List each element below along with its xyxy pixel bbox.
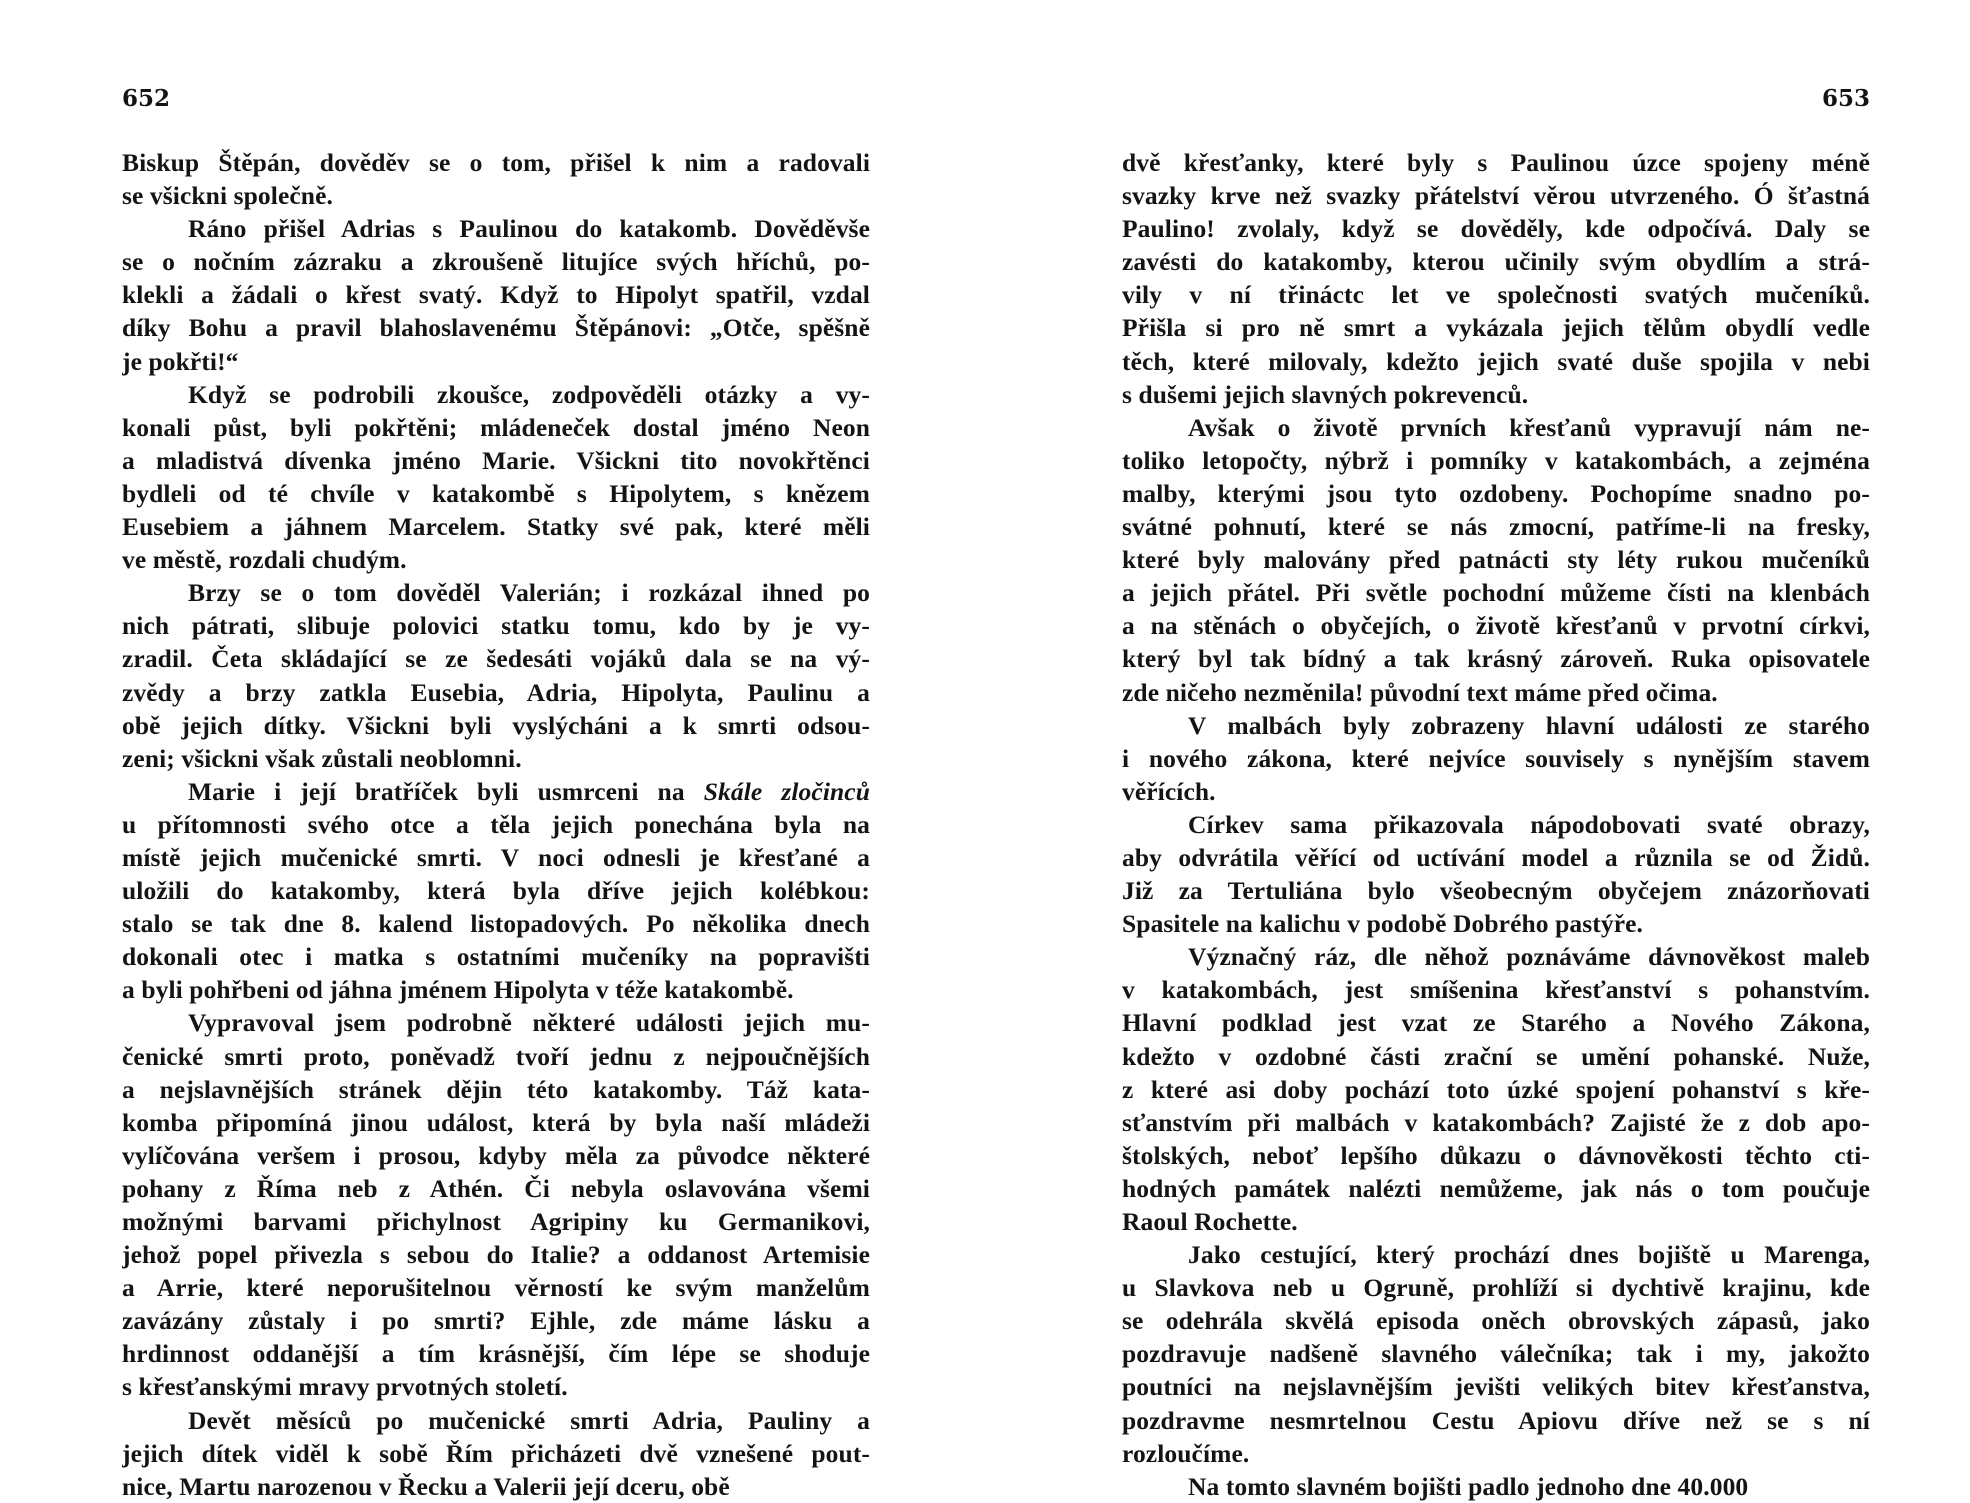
text-line: který byl tak bídný a tak krásný zároveň. Ruka opisovatele xyxy=(1122,644,1870,674)
text-line: zde ničeho nezměnila! původní text máme před očima. xyxy=(1122,677,1718,707)
text-line: klekli a žádali o křest svatý. Když to Hipolyt spatřil, vzdal xyxy=(122,280,870,310)
text-line: jejich dítek viděl k sobě Řím přicházeti dvě vznešené pout- xyxy=(122,1438,870,1468)
text-line: věřících. xyxy=(1122,776,1216,806)
text-line: svazky krve než svazky přátelství věrou utvrzeného. Ó šťastná xyxy=(1122,181,1870,211)
text-line: V malbách byly zobrazeny hlavní události ze starého xyxy=(1188,710,1870,740)
text-line: vily v ní třináctc let ve společnosti svatých mučeníků. xyxy=(1122,280,1870,310)
text-line: Již za Tertuliána bylo všeobecným obyčejem znázorňovati xyxy=(1122,876,1870,906)
text-line: a Arrie, které neporušitelnou věrností ke svým manželům xyxy=(122,1273,870,1303)
text-line: uložili do katakomby, která byla dříve jejich kolébkou: xyxy=(122,876,870,906)
text-line: Církev sama přikazovala nápodobovati svaté obrazy, xyxy=(1188,809,1870,839)
text-line: čenické smrti proto, poněvadž tvoří jednu z nejpoučnějších xyxy=(122,1041,870,1071)
page-number: 653 xyxy=(1821,85,1870,112)
text-line: zradil. Četa skládající se ze šedesáti vojáků dala se na vý- xyxy=(122,644,870,674)
text-line: Raoul Rochette. xyxy=(1122,1207,1298,1236)
text-line: Spasitele na kalichu v podobě Dobrého pastýře. xyxy=(1122,909,1644,939)
text-line: v katakombách, jest smíšenina křesťanství s pohanstvím. xyxy=(1122,975,1870,1005)
text-line: Význačný ráz, dle něhož poznáváme dávnověkost maleb xyxy=(1188,942,1870,972)
text-line: dvě křesťanky, které byly s Paulinou úzce spojeny méně xyxy=(1122,148,1870,177)
text-line: z které asi doby pochází toto úzké spojení pohanství s kře- xyxy=(1122,1074,1870,1104)
text-line: a byli pohřbeni od jáhna jménem Hipolyta v téže katakombě. xyxy=(122,975,794,1005)
text-line: u Slavkova neb u Ogruně, prohlíží si dychtivě krajinu, kde xyxy=(1122,1273,1870,1303)
text-line: nice, Martu narozenou v Řecku a Valerii její dceru, obě xyxy=(122,1471,730,1501)
text-line: dokonali otec i matka s ostatními mučeníky na popravišti xyxy=(122,942,870,972)
text-line: možnými barvami přichylnost Agripiny ku Germanikovi, xyxy=(122,1207,870,1236)
page-text xyxy=(122,146,870,1503)
text-line: s dušemi jejich slavných pokrevenců. xyxy=(1122,379,1529,409)
text-line: s křesťanskými mravy prvotných století. xyxy=(122,1372,568,1402)
text-line: u přítomnosti svého otce a těla jejich ponechána byla na xyxy=(122,809,870,839)
text-line: rozloučíme. xyxy=(1122,1438,1250,1468)
text-line: se všickni společně. xyxy=(122,181,333,211)
page-text xyxy=(1122,146,1870,1503)
text-line: pozdravme nesmrtelnou Cestu Apiovu dříve než se s ní xyxy=(1122,1405,1870,1435)
text-line: Devět měsíců po mučenické smrti Adria, Pauliny a xyxy=(188,1405,870,1435)
text-line: aby odvrátila věřící od uctívání model a různila se od Židů. xyxy=(1122,842,1870,872)
text-line: a mladistvá dívenka jméno Marie. Všickni tito novokřtěnci xyxy=(122,445,870,475)
text-line: místě jejich mučenické smrti. V noci odnesli je křesťané a xyxy=(122,842,870,872)
text-line: díky Bohu a pravil blahoslavenému Štěpánovi: „Otče, spěšně xyxy=(122,313,870,343)
text-line: poutníci na nejslavnějším jevišti velikých bitev křesťanstva, xyxy=(1122,1372,1870,1402)
text-line: hodných památek nalézti nemůžeme, jak nás o tom poučuje xyxy=(1122,1173,1870,1203)
text-line: Marie i její bratříček byli usmrceni na Skále zločinců xyxy=(188,776,870,806)
text-line: a na stěnách o obyčejích, o životě křesťanů v prvotní církvi, xyxy=(1122,611,1870,641)
text-line: jehož popel přivezla s sebou do Italie? a oddanost Artemisie xyxy=(122,1240,870,1270)
text-line: vylíčována veršem i prosou, kdyby měla za původce některé xyxy=(122,1140,870,1170)
text-line: Když se podrobili zkoušce, zodpověděli otázky a vy- xyxy=(188,379,870,409)
text-line: a jejich přátel. Při světle pochodní můžeme čísti na klenbách xyxy=(1122,578,1870,608)
text-line: ve městě, rozdali chudým. xyxy=(122,545,407,575)
text-line: svátné pohnutí, které se nás zmocní, patříme-li na fresky, xyxy=(1122,512,1870,542)
text-line: i nového zákona, které nejvíce souvisely s nynějším stavem xyxy=(1122,743,1870,773)
text-line: malby, kterými jsou tyto ozdobeny. Pochopíme snadno po- xyxy=(1122,478,1870,508)
text-line: toliko letopočty, nýbrž i pomníky v katakombách, a zejména xyxy=(1122,445,1870,475)
text-line: Eusebiem a jáhnem Marcelem. Statky své pak, které měli xyxy=(122,512,870,542)
text-line: Hlavní podklad jest vzat ze Starého a Nového Zákona, xyxy=(1122,1008,1870,1038)
text-line: obě jejich dítky. Všickni byli vyslýcháni a k smrti odsou- xyxy=(122,710,870,740)
text-line: Vypravoval jsem podrobně některé události jejich mu- xyxy=(188,1008,870,1038)
text-line: štolských, neboť lepšího důkazu o dávnověkosti těchto cti- xyxy=(1122,1140,1870,1170)
text-line: Avšak o životě prvních křesťanů vypravují nám ne- xyxy=(1188,412,1870,442)
text-line: se odehrála skvělá episoda oněch obrovských zápasů, jako xyxy=(1122,1306,1870,1336)
text-line: Ráno přišel Adrias s Paulinou do katakomb. Dověděvše xyxy=(188,214,870,244)
text-line: těch, které milovaly, kdežto jejich svaté duše spojila v nebi xyxy=(1122,346,1870,376)
italic-phrase: Skále zločinců xyxy=(703,776,870,806)
text-line: a nejslavnějších stránek dějin této katakomby. Táž kata- xyxy=(122,1074,870,1104)
text-line: Přišla si pro ně smrt a vykázala jejich tělům obydlí vedle xyxy=(1122,313,1870,343)
text-line: Biskup Štěpán, dověděv se o tom, přišel k nim a radovali xyxy=(122,148,870,177)
text-line: Na tomto slavném bojišti padlo jednoho dne 40.000 xyxy=(1188,1471,1749,1501)
text-line: hrdinnost oddanější a tím krásnější, čím lépe se shoduje xyxy=(122,1339,870,1369)
text-line: Brzy se o tom dověděl Valerián; i rozkázal ihned po xyxy=(188,578,870,608)
text-line: které byly malovány před patnácti sty léty rukou mučeníků xyxy=(1122,545,1870,575)
page-number: 652 xyxy=(122,85,171,112)
text-line: stalo se tak dne 8. kalend listopadových. Po několika dnech xyxy=(122,909,870,939)
text-line: komba připomíná jinou událost, která by byla naší mládeži xyxy=(122,1107,870,1137)
text-line: sťanstvím při malbách v katakombách? Zajisté že z dob apo- xyxy=(1122,1107,1870,1137)
text-line: Jako cestující, který prochází dnes bojiště u Marenga, xyxy=(1188,1240,1870,1270)
text-line: nich pátrati, slibuje polovici statku tomu, kdo by je vy- xyxy=(122,611,870,641)
text-line: Paulino! zvolaly, když se dověděly, kde odpočívá. Daly se xyxy=(1122,214,1870,244)
text-line: zavésti do katakomby, kterou učinily svým obydlím a strá- xyxy=(1122,247,1870,277)
text-line: pohany z Říma neb z Athén. Či nebyla oslavována všemi xyxy=(122,1173,870,1203)
text-line: zavázány zůstaly i po smrti? Ejhle, zde máme lásku a xyxy=(122,1306,870,1336)
text-line: pozdravuje nadšeně slavného válečníka; tak i my, jakožto xyxy=(1122,1339,1870,1369)
text-line: zvědy a brzy zatkla Eusebia, Adria, Hipolyta, Paulinu a xyxy=(122,677,870,707)
text-line: zeni; všickni však zůstali neoblomni. xyxy=(122,743,522,773)
text-line: konali půst, byli pokřtěni; mládeneček dostal jméno Neon xyxy=(122,412,870,442)
text-line: se o nočním zázraku a zkroušeně litujíce svých hříchů, po- xyxy=(122,247,870,277)
text-line: je pokřti!“ xyxy=(122,346,239,376)
text-line: kdežto v ozdobné části zrační se umění pohanské. Nuže, xyxy=(1122,1041,1870,1071)
text-line: bydleli od té chvíle v katakombě s Hipolytem, s knězem xyxy=(122,478,870,508)
